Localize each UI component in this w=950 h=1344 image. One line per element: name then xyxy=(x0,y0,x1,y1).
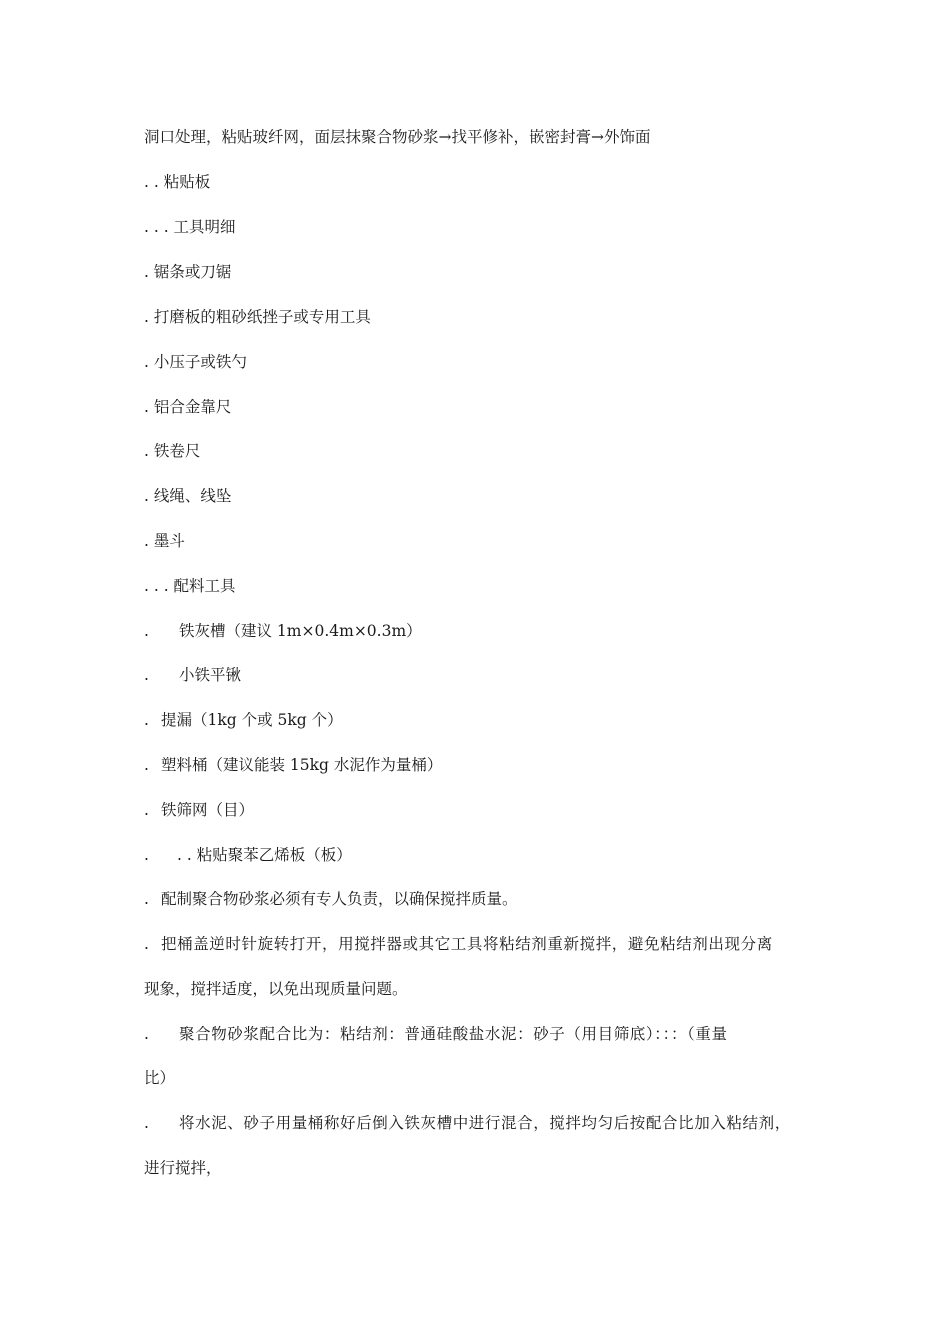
subsection-heading: . . . 配料工具 xyxy=(144,577,236,595)
list-item: . 线绳、线坠 xyxy=(144,487,232,505)
list-item: . 打磨板的粗砂纸挫子或专用工具 xyxy=(144,308,371,326)
subsection-heading: . . . 工具明细 xyxy=(144,218,236,236)
list-item: . 小压子或铁勺 xyxy=(144,353,247,371)
paragraph-line: 进行搅拌， xyxy=(144,1159,222,1177)
list-item: . 塑料桶（建议能装 15kg 水泥作为量桶） xyxy=(144,756,443,774)
paragraph-line: . 配制聚合物砂浆必须有专人负责，以确保搅拌质量。 xyxy=(144,890,518,908)
paragraph-line: 比） xyxy=(144,1069,176,1087)
list-item: . 铁筛网（目） xyxy=(144,801,255,819)
paragraph-line: . 聚合物砂浆配合比为：粘结剂：普通硅酸盐水泥：砂子（用目筛底）：：：（重量 xyxy=(144,1025,728,1043)
list-item: . 提漏（1kg 个或 5kg 个） xyxy=(144,711,343,729)
section-heading: . . . 粘贴聚苯乙烯板（板） xyxy=(144,846,352,864)
list-item: . 铝合金靠尺 xyxy=(144,398,232,416)
section-heading: . . 粘贴板 xyxy=(144,173,211,191)
paragraph-line: . 将水泥、砂子用量桶称好后倒入铁灰槽中进行混合，搅拌均匀后按配合比加入粘结剂， xyxy=(144,1114,791,1132)
list-item: . 铁卷尺 xyxy=(144,442,201,460)
list-item: . 锯条或刀锯 xyxy=(144,263,232,281)
list-item: . 铁灰槽（建议 1m×0.4m×0.3m） xyxy=(144,622,422,640)
list-item: . 小铁平锹 xyxy=(144,666,242,684)
paragraph-line: . 把桶盖逆时针旋转打开，用搅拌器或其它工具将粘结剂重新搅拌，避免粘结剂出现分离 xyxy=(144,935,773,953)
paragraph-line: 洞口处理，粘贴玻纤网，面层抹聚合物砂浆→找平修补，嵌密封膏→外饰面 xyxy=(144,128,651,146)
paragraph-line: 现象，搅拌适度，以免出现质量问题。 xyxy=(144,980,408,998)
list-item: . 墨斗 xyxy=(144,532,185,550)
